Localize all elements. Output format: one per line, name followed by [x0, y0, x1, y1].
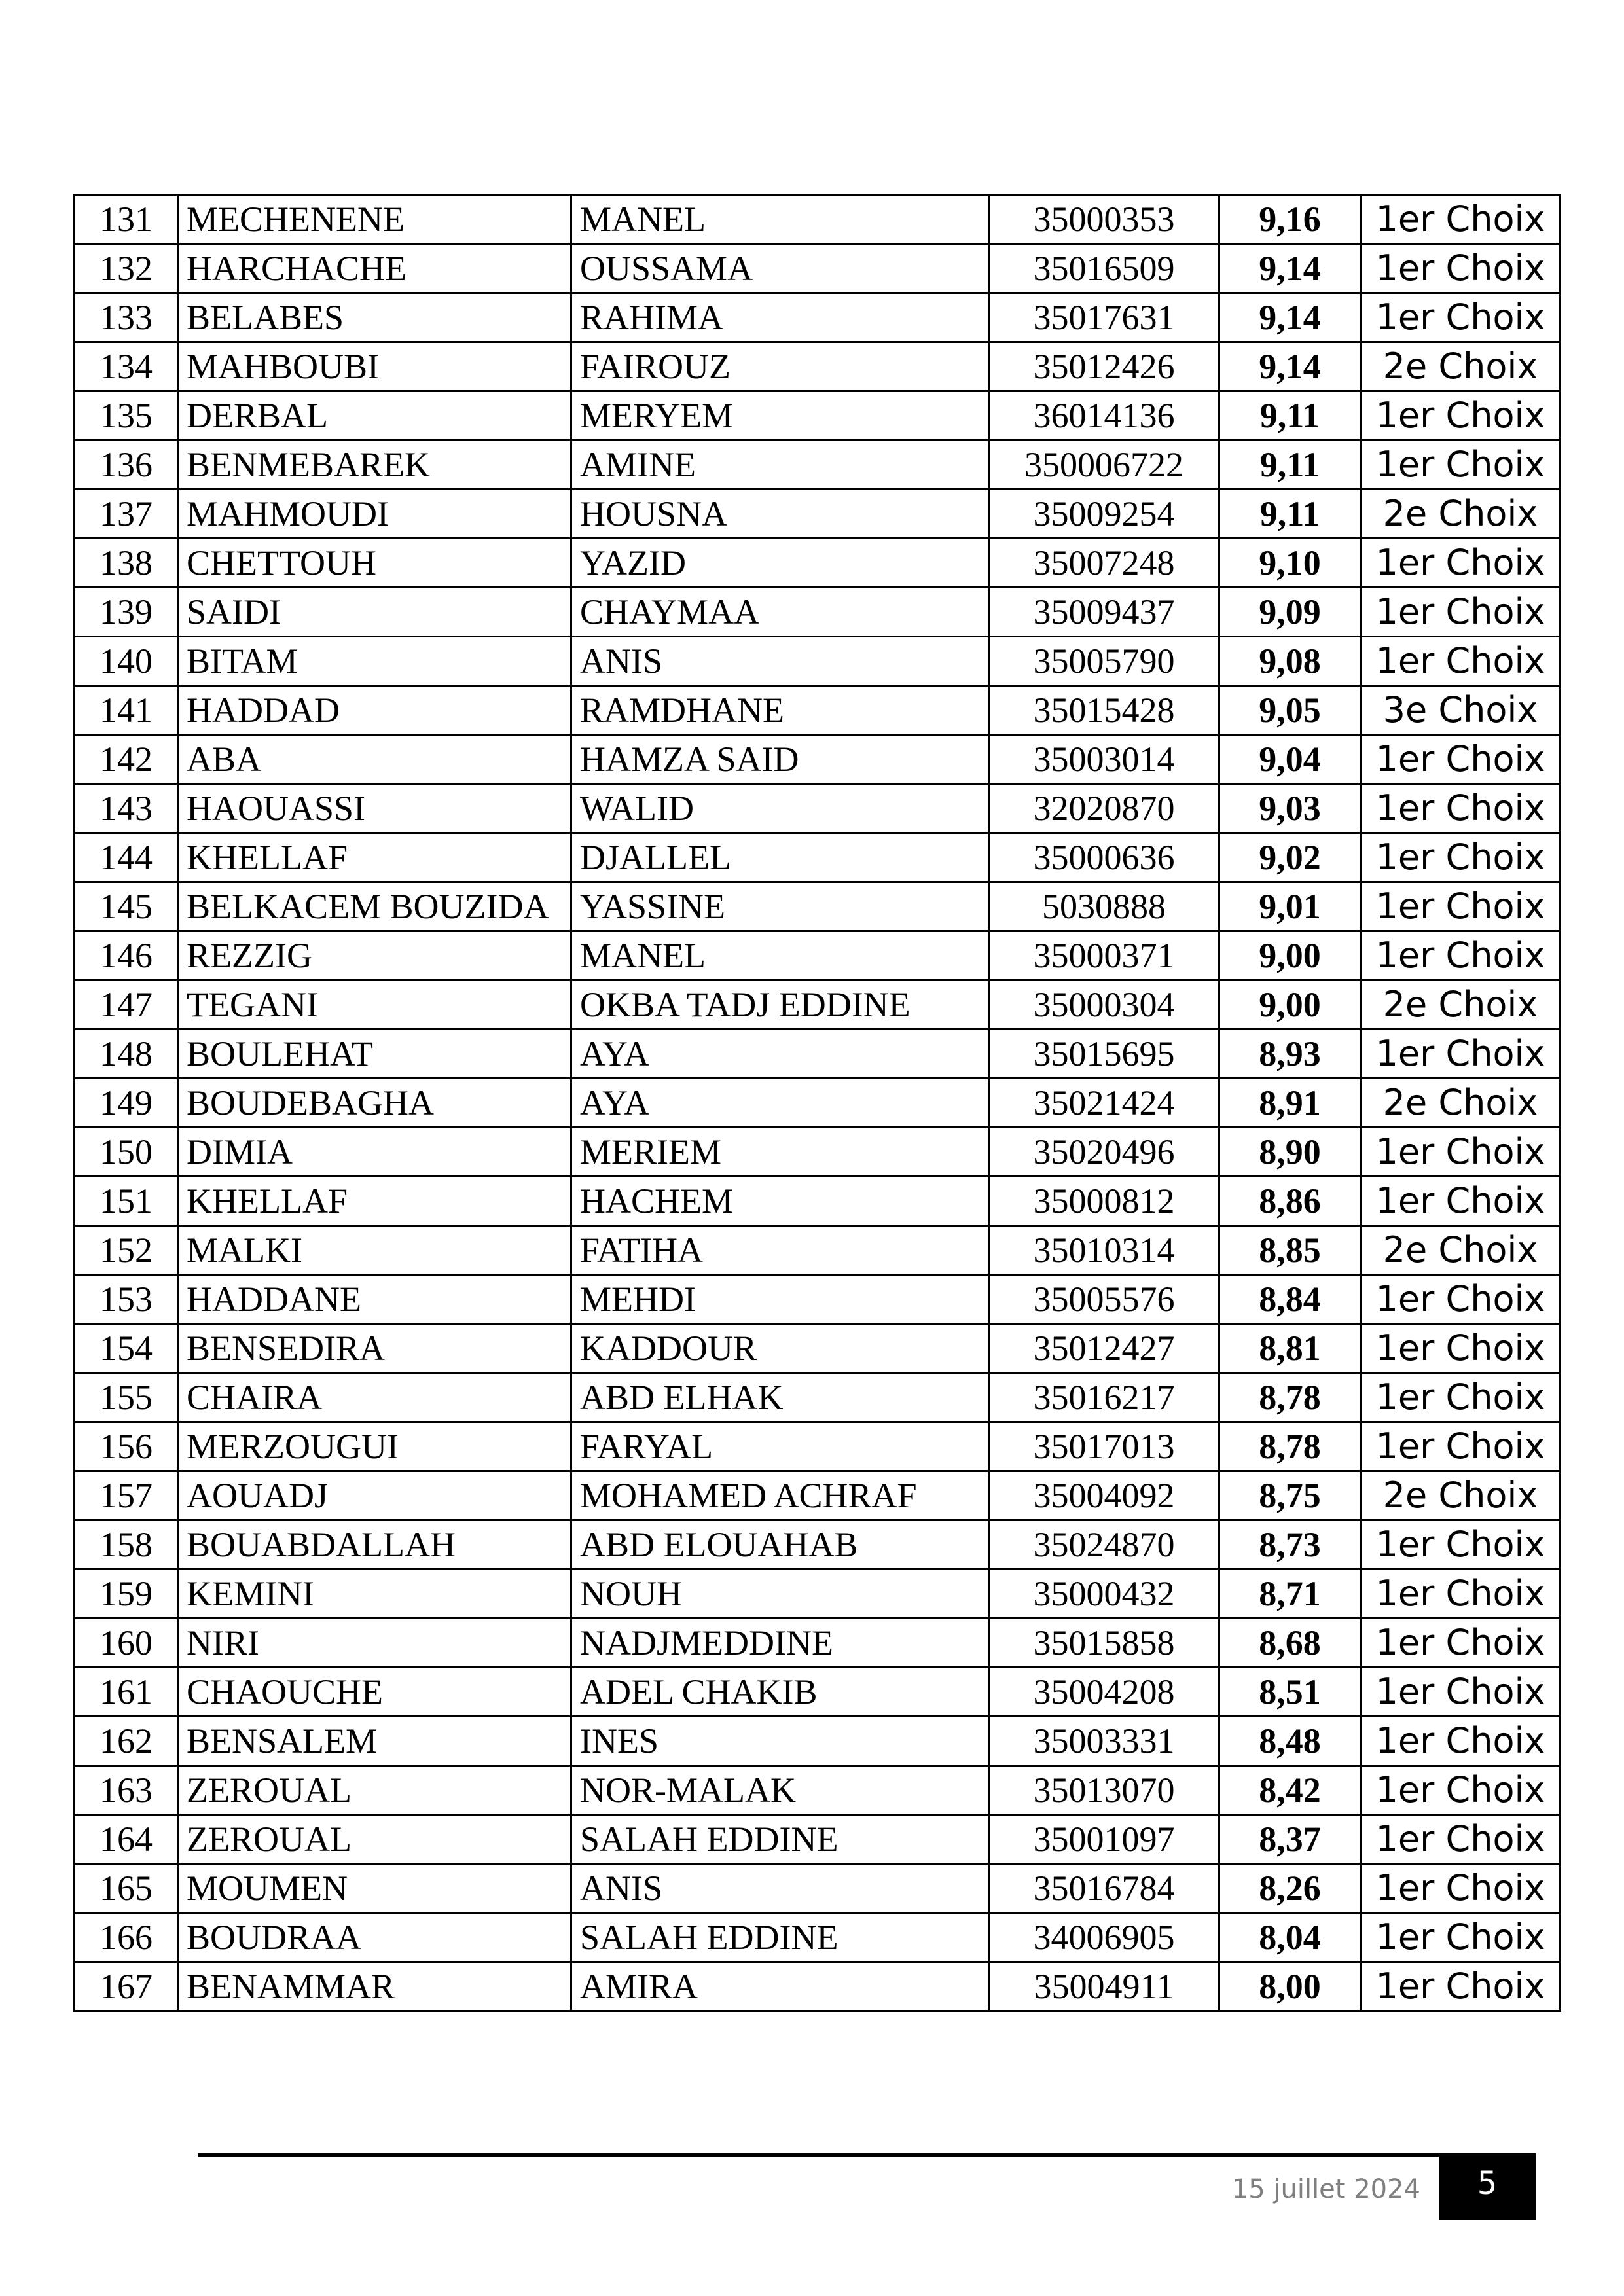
choice-cell: 1er Choix — [1361, 1275, 1561, 1324]
registration-number-cell: 35020496 — [989, 1128, 1219, 1177]
score-cell: 8,73 — [1219, 1520, 1361, 1570]
rank-cell: 147 — [75, 980, 178, 1030]
score-cell: 8,48 — [1219, 1717, 1361, 1766]
rank-cell: 142 — [75, 735, 178, 784]
table-row — [75, 980, 1561, 1030]
choice-cell: 1er Choix — [1361, 195, 1561, 244]
registration-number-cell: 35016784 — [989, 1864, 1219, 1913]
registration-number-cell: 35001097 — [989, 1815, 1219, 1864]
table-row — [75, 195, 1561, 244]
last-name-cell: BENSALEM — [178, 1717, 571, 1766]
score-cell: 8,51 — [1219, 1668, 1361, 1717]
choice-cell: 1er Choix — [1361, 1962, 1561, 2011]
registration-number-cell: 35004911 — [989, 1962, 1219, 2011]
first-name-cell: HACHEM — [571, 1177, 989, 1226]
last-name-cell: ZEROUAL — [178, 1766, 571, 1815]
last-name-cell: NIRI — [178, 1619, 571, 1668]
first-name-cell: MOHAMED ACHRAF — [571, 1471, 989, 1520]
last-name-cell: DERBAL — [178, 391, 571, 440]
last-name-cell: BENMEBAREK — [178, 440, 571, 490]
registration-number-cell: 35004092 — [989, 1471, 1219, 1520]
registration-number-cell: 35000353 — [989, 195, 1219, 244]
choice-cell: 1er Choix — [1361, 833, 1561, 882]
table-row — [75, 1226, 1561, 1275]
last-name-cell: ABA — [178, 735, 571, 784]
first-name-cell: WALID — [571, 784, 989, 833]
first-name-cell: SALAH EDDINE — [571, 1815, 989, 1864]
registration-number-cell: 35017631 — [989, 293, 1219, 342]
registration-number-cell: 35003014 — [989, 735, 1219, 784]
choice-cell: 1er Choix — [1361, 1717, 1561, 1766]
table-row — [75, 293, 1561, 342]
score-cell: 9,01 — [1219, 882, 1361, 931]
first-name-cell: AYA — [571, 1079, 989, 1128]
choice-cell: 1er Choix — [1361, 391, 1561, 440]
last-name-cell: HARCHACHE — [178, 244, 571, 293]
table-row — [75, 1030, 1561, 1079]
choice-cell: 1er Choix — [1361, 1570, 1561, 1619]
registration-number-cell: 35000812 — [989, 1177, 1219, 1226]
table-row — [75, 1324, 1561, 1373]
last-name-cell: CHETTOUH — [178, 539, 571, 588]
first-name-cell: OKBA TADJ EDDINE — [571, 980, 989, 1030]
score-cell: 8,68 — [1219, 1619, 1361, 1668]
registration-number-cell: 35005790 — [989, 637, 1219, 686]
first-name-cell: ANIS — [571, 1864, 989, 1913]
table-row — [75, 440, 1561, 490]
first-name-cell: RAHIMA — [571, 293, 989, 342]
last-name-cell: BENSEDIRA — [178, 1324, 571, 1373]
choice-cell: 2e Choix — [1361, 1079, 1561, 1128]
score-cell: 9,11 — [1219, 490, 1361, 539]
score-cell: 8,93 — [1219, 1030, 1361, 1079]
first-name-cell: KADDOUR — [571, 1324, 989, 1373]
choice-cell: 1er Choix — [1361, 1815, 1561, 1864]
choice-cell: 1er Choix — [1361, 1864, 1561, 1913]
rank-cell: 151 — [75, 1177, 178, 1226]
table-row — [75, 391, 1561, 440]
last-name-cell: REZZIG — [178, 931, 571, 980]
registration-number-cell: 35012426 — [989, 342, 1219, 391]
last-name-cell: MAHBOUBI — [178, 342, 571, 391]
registration-number-cell: 34006905 — [989, 1913, 1219, 1962]
registration-number-cell: 35009437 — [989, 588, 1219, 637]
table-row — [75, 1177, 1561, 1226]
last-name-cell: HAOUASSI — [178, 784, 571, 833]
registration-number-cell: 35015428 — [989, 686, 1219, 735]
rank-cell: 160 — [75, 1619, 178, 1668]
score-cell: 8,91 — [1219, 1079, 1361, 1128]
choice-cell: 1er Choix — [1361, 1766, 1561, 1815]
registration-number-cell: 36014136 — [989, 391, 1219, 440]
score-cell: 9,11 — [1219, 440, 1361, 490]
footer-date: 15 juillet 2024 — [1231, 2174, 1420, 2204]
rank-cell: 159 — [75, 1570, 178, 1619]
registration-number-cell: 35009254 — [989, 490, 1219, 539]
rank-cell: 133 — [75, 293, 178, 342]
table-row — [75, 686, 1561, 735]
table-row — [75, 637, 1561, 686]
rank-cell: 132 — [75, 244, 178, 293]
rank-cell: 167 — [75, 1962, 178, 2011]
first-name-cell: MERYEM — [571, 391, 989, 440]
choice-cell: 2e Choix — [1361, 1226, 1561, 1275]
last-name-cell: MALKI — [178, 1226, 571, 1275]
last-name-cell: KEMINI — [178, 1570, 571, 1619]
table-row — [75, 833, 1561, 882]
table-row — [75, 1079, 1561, 1128]
choice-cell: 1er Choix — [1361, 1913, 1561, 1962]
first-name-cell: INES — [571, 1717, 989, 1766]
table-row — [75, 1864, 1561, 1913]
choice-cell: 1er Choix — [1361, 882, 1561, 931]
registration-number-cell: 35010314 — [989, 1226, 1219, 1275]
score-cell: 9,02 — [1219, 833, 1361, 882]
last-name-cell: BOULEHAT — [178, 1030, 571, 1079]
choice-cell: 3e Choix — [1361, 686, 1561, 735]
score-cell: 8,04 — [1219, 1913, 1361, 1962]
table-row — [75, 244, 1561, 293]
rank-cell: 145 — [75, 882, 178, 931]
score-cell: 9,14 — [1219, 244, 1361, 293]
choice-cell: 1er Choix — [1361, 735, 1561, 784]
choice-cell: 1er Choix — [1361, 1619, 1561, 1668]
choice-cell: 1er Choix — [1361, 588, 1561, 637]
last-name-cell: AOUADJ — [178, 1471, 571, 1520]
score-cell: 9,05 — [1219, 686, 1361, 735]
score-cell: 8,75 — [1219, 1471, 1361, 1520]
ranking-table-body — [75, 195, 1561, 2011]
last-name-cell: KHELLAF — [178, 1177, 571, 1226]
rank-cell: 131 — [75, 195, 178, 244]
last-name-cell: MERZOUGUI — [178, 1422, 571, 1471]
score-cell: 8,85 — [1219, 1226, 1361, 1275]
page-number-box — [1439, 2153, 1536, 2220]
registration-number-cell: 5030888 — [989, 882, 1219, 931]
score-cell: 8,90 — [1219, 1128, 1361, 1177]
choice-cell: 2e Choix — [1361, 490, 1561, 539]
last-name-cell: DIMIA — [178, 1128, 571, 1177]
first-name-cell: MERIEM — [571, 1128, 989, 1177]
first-name-cell: MANEL — [571, 931, 989, 980]
rank-cell: 161 — [75, 1668, 178, 1717]
rank-cell: 155 — [75, 1373, 178, 1422]
table-row — [75, 1275, 1561, 1324]
rank-cell: 163 — [75, 1766, 178, 1815]
choice-cell: 2e Choix — [1361, 1471, 1561, 1520]
first-name-cell: FARYAL — [571, 1422, 989, 1471]
choice-cell: 1er Choix — [1361, 293, 1561, 342]
first-name-cell: OUSSAMA — [571, 244, 989, 293]
rank-cell: 141 — [75, 686, 178, 735]
choice-cell: 1er Choix — [1361, 244, 1561, 293]
rank-cell: 153 — [75, 1275, 178, 1324]
choice-cell: 1er Choix — [1361, 1422, 1561, 1471]
table-row — [75, 1668, 1561, 1717]
rank-cell: 137 — [75, 490, 178, 539]
registration-number-cell: 35012427 — [989, 1324, 1219, 1373]
first-name-cell: RAMDHANE — [571, 686, 989, 735]
registration-number-cell: 35005576 — [989, 1275, 1219, 1324]
score-cell: 9,09 — [1219, 588, 1361, 637]
score-cell: 8,71 — [1219, 1570, 1361, 1619]
rank-cell: 139 — [75, 588, 178, 637]
score-cell: 8,78 — [1219, 1373, 1361, 1422]
rank-cell: 140 — [75, 637, 178, 686]
table-row — [75, 735, 1561, 784]
first-name-cell: HOUSNA — [571, 490, 989, 539]
score-cell: 8,00 — [1219, 1962, 1361, 2011]
table-row — [75, 1619, 1561, 1668]
rank-cell: 143 — [75, 784, 178, 833]
table-row — [75, 588, 1561, 637]
registration-number-cell: 35017013 — [989, 1422, 1219, 1471]
score-cell: 9,14 — [1219, 293, 1361, 342]
last-name-cell: CHAOUCHE — [178, 1668, 571, 1717]
table-row — [75, 490, 1561, 539]
choice-cell: 1er Choix — [1361, 1520, 1561, 1570]
last-name-cell: BITAM — [178, 637, 571, 686]
registration-number-cell: 35003331 — [989, 1717, 1219, 1766]
first-name-cell: AYA — [571, 1030, 989, 1079]
last-name-cell: MAHMOUDI — [178, 490, 571, 539]
score-cell: 9,04 — [1219, 735, 1361, 784]
first-name-cell: MANEL — [571, 195, 989, 244]
table-row — [75, 931, 1561, 980]
rank-cell: 144 — [75, 833, 178, 882]
choice-cell: 1er Choix — [1361, 1324, 1561, 1373]
rank-cell: 148 — [75, 1030, 178, 1079]
first-name-cell: NOUH — [571, 1570, 989, 1619]
first-name-cell: NOR-MALAK — [571, 1766, 989, 1815]
first-name-cell: MEHDI — [571, 1275, 989, 1324]
choice-cell: 1er Choix — [1361, 1373, 1561, 1422]
choice-cell: 1er Choix — [1361, 1668, 1561, 1717]
rank-cell: 138 — [75, 539, 178, 588]
registration-number-cell: 35000304 — [989, 980, 1219, 1030]
choice-cell: 1er Choix — [1361, 1177, 1561, 1226]
rank-cell: 162 — [75, 1717, 178, 1766]
table-row — [75, 539, 1561, 588]
first-name-cell: AMINE — [571, 440, 989, 490]
first-name-cell: SALAH EDDINE — [571, 1913, 989, 1962]
table-row — [75, 784, 1561, 833]
table-row — [75, 1520, 1561, 1570]
table-row — [75, 1962, 1561, 2011]
rank-cell: 166 — [75, 1913, 178, 1962]
choice-cell: 1er Choix — [1361, 440, 1561, 490]
score-cell: 9,00 — [1219, 931, 1361, 980]
table-row — [75, 1570, 1561, 1619]
rank-cell: 146 — [75, 931, 178, 980]
first-name-cell: NADJMEDDINE — [571, 1619, 989, 1668]
score-cell: 9,11 — [1219, 391, 1361, 440]
first-name-cell: DJALLEL — [571, 833, 989, 882]
rank-cell: 149 — [75, 1079, 178, 1128]
first-name-cell: FATIHA — [571, 1226, 989, 1275]
first-name-cell: FAIROUZ — [571, 342, 989, 391]
score-cell: 9,03 — [1219, 784, 1361, 833]
table-row — [75, 882, 1561, 931]
registration-number-cell: 35024870 — [989, 1520, 1219, 1570]
last-name-cell: MECHENENE — [178, 195, 571, 244]
last-name-cell: BOUDEBAGHA — [178, 1079, 571, 1128]
rank-cell: 165 — [75, 1864, 178, 1913]
first-name-cell: YASSINE — [571, 882, 989, 931]
ranking-table — [73, 194, 1561, 2012]
choice-cell: 2e Choix — [1361, 980, 1561, 1030]
rank-cell: 157 — [75, 1471, 178, 1520]
first-name-cell: ANIS — [571, 637, 989, 686]
first-name-cell: ABD ELOUAHAB — [571, 1520, 989, 1570]
registration-number-cell: 35015695 — [989, 1030, 1219, 1079]
registration-number-cell: 35000636 — [989, 833, 1219, 882]
score-cell: 9,00 — [1219, 980, 1361, 1030]
choice-cell: 1er Choix — [1361, 931, 1561, 980]
registration-number-cell: 35016217 — [989, 1373, 1219, 1422]
rank-cell: 164 — [75, 1815, 178, 1864]
score-cell: 9,16 — [1219, 195, 1361, 244]
registration-number-cell: 35015858 — [989, 1619, 1219, 1668]
choice-cell: 1er Choix — [1361, 539, 1561, 588]
first-name-cell: HAMZA SAID — [571, 735, 989, 784]
score-cell: 9,10 — [1219, 539, 1361, 588]
score-cell: 8,26 — [1219, 1864, 1361, 1913]
last-name-cell: TEGANI — [178, 980, 571, 1030]
last-name-cell: ZEROUAL — [178, 1815, 571, 1864]
first-name-cell: YAZID — [571, 539, 989, 588]
registration-number-cell: 35021424 — [989, 1079, 1219, 1128]
last-name-cell: BOUABDALLAH — [178, 1520, 571, 1570]
table-row — [75, 1128, 1561, 1177]
last-name-cell: SAIDI — [178, 588, 571, 637]
rank-cell: 152 — [75, 1226, 178, 1275]
score-cell: 8,86 — [1219, 1177, 1361, 1226]
first-name-cell: ABD ELHAK — [571, 1373, 989, 1422]
last-name-cell: KHELLAF — [178, 833, 571, 882]
registration-number-cell: 35000432 — [989, 1570, 1219, 1619]
last-name-cell: BENAMMAR — [178, 1962, 571, 2011]
score-cell: 9,14 — [1219, 342, 1361, 391]
page-number: 5 — [1477, 2165, 1498, 2202]
score-cell: 8,84 — [1219, 1275, 1361, 1324]
last-name-cell: HADDAD — [178, 686, 571, 735]
choice-cell: 2e Choix — [1361, 342, 1561, 391]
choice-cell: 1er Choix — [1361, 1128, 1561, 1177]
last-name-cell: HADDANE — [178, 1275, 571, 1324]
rank-cell: 150 — [75, 1128, 178, 1177]
score-cell: 9,08 — [1219, 637, 1361, 686]
registration-number-cell: 35007248 — [989, 539, 1219, 588]
last-name-cell: BOUDRAA — [178, 1913, 571, 1962]
last-name-cell: MOUMEN — [178, 1864, 571, 1913]
table-row — [75, 1717, 1561, 1766]
registration-number-cell: 35004208 — [989, 1668, 1219, 1717]
first-name-cell: AMIRA — [571, 1962, 989, 2011]
registration-number-cell: 35000371 — [989, 931, 1219, 980]
choice-cell: 1er Choix — [1361, 637, 1561, 686]
last-name-cell: CHAIRA — [178, 1373, 571, 1422]
table-row — [75, 1422, 1561, 1471]
table-row — [75, 1815, 1561, 1864]
score-cell: 8,37 — [1219, 1815, 1361, 1864]
score-cell: 8,78 — [1219, 1422, 1361, 1471]
first-name-cell: ADEL CHAKIB — [571, 1668, 989, 1717]
registration-number-cell: 350006722 — [989, 440, 1219, 490]
table-row — [75, 1471, 1561, 1520]
registration-number-cell: 32020870 — [989, 784, 1219, 833]
rank-cell: 154 — [75, 1324, 178, 1373]
rank-cell: 135 — [75, 391, 178, 440]
rank-cell: 158 — [75, 1520, 178, 1570]
rank-cell: 156 — [75, 1422, 178, 1471]
table-row — [75, 1913, 1561, 1962]
registration-number-cell: 35016509 — [989, 244, 1219, 293]
table-row — [75, 342, 1561, 391]
rank-cell: 134 — [75, 342, 178, 391]
rank-cell: 136 — [75, 440, 178, 490]
score-cell: 8,81 — [1219, 1324, 1361, 1373]
last-name-cell: BELABES — [178, 293, 571, 342]
score-cell: 8,42 — [1219, 1766, 1361, 1815]
choice-cell: 1er Choix — [1361, 784, 1561, 833]
table-row — [75, 1373, 1561, 1422]
footer-rule — [198, 2153, 1439, 2157]
choice-cell: 1er Choix — [1361, 1030, 1561, 1079]
table-row — [75, 1766, 1561, 1815]
first-name-cell: CHAYMAA — [571, 588, 989, 637]
registration-number-cell: 35013070 — [989, 1766, 1219, 1815]
last-name-cell: BELKACEM BOUZIDA — [178, 882, 571, 931]
